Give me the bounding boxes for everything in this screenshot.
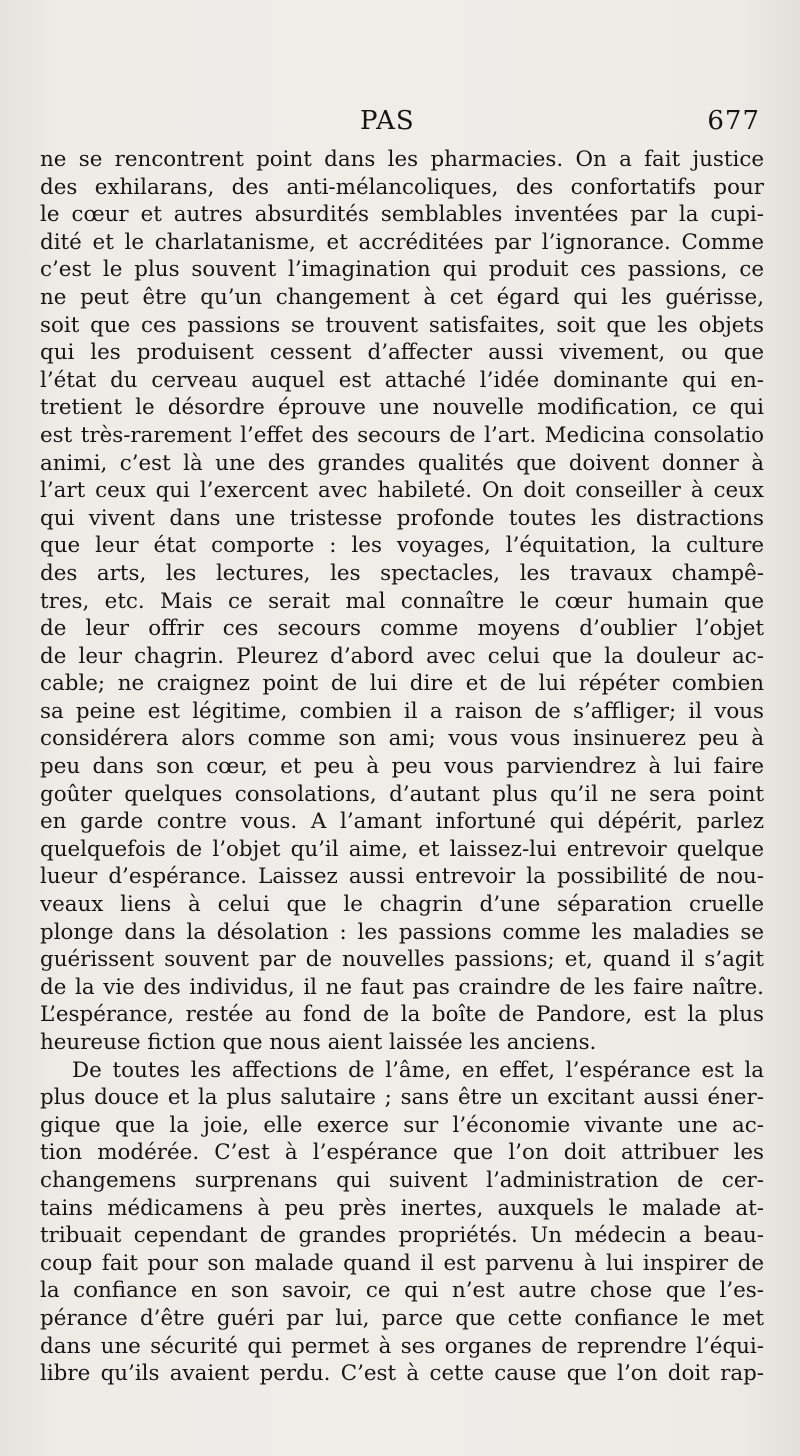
text-line: coup fait pour son malade quand il est parvenu à lui inspirer de [40, 1250, 764, 1276]
text-line: soit que ces passions se trouvent satisfaites, soit que les objets [40, 312, 764, 338]
text-line: dans une sécurité qui permet à ses organes de reprendre l’équi- [40, 1333, 764, 1359]
text-line: des exhilarans, des anti-mélancoliques, des confortatifs pour [40, 174, 764, 200]
text-line: ne peut être qu’un changement à cet égard qui les guérisse, [40, 284, 764, 310]
paragraph [40, 1057, 764, 1388]
text-line: veaux liens à celui que le chagrin d’une séparation cruelle [40, 892, 764, 918]
text-line: est très-rarement l’effet des secours de l’art. Medicina consolatio [40, 422, 764, 448]
text-line: plus douce et la plus salutaire ; sans être un excitant aussi éner- [40, 1085, 764, 1111]
text-line: peu dans son cœur, et peu à peu vous parviendrez à lui faire [40, 754, 764, 780]
text-line: c’est le plus souvent l’imagination qui produit ces passions, ce [40, 257, 764, 283]
text-line: libre qu’ils avaient perdu. C’est à cette cause que l’on doit rap- [40, 1361, 764, 1387]
text-line: L’espérance, restée au fond de la boîte de Pandore, est la plus [40, 1002, 764, 1028]
text-line: des arts, les lectures, les spectacles, les travaux champê- [40, 560, 764, 586]
text-line: tres, etc. Mais ce serait mal connaître le cœur humain que [40, 588, 764, 614]
running-head [40, 106, 760, 140]
text-line: sa peine est légitime, combien il a raison de s’affliger; il vous [40, 698, 764, 724]
text-line: pérance d’être guéri par lui, parce que cette confiance le met [40, 1305, 764, 1331]
text-line: tains médicamens à peu près inertes, auxquels le malade at- [40, 1195, 764, 1221]
text-line: de leur chagrin. Pleurez d’abord avec celui que la douleur ac- [40, 643, 764, 669]
text-line: qui vivent dans une tristesse profonde toutes les distractions [40, 505, 764, 531]
text-line: qui les produisent cessent d’affecter aussi vivement, ou que [40, 340, 764, 366]
text-line: gique que la joie, elle exerce sur l’économie vivante une ac- [40, 1112, 764, 1138]
text-line: le cœur et autres absurdités semblables inventées par la cupi- [40, 202, 764, 228]
paragraph [40, 146, 764, 1057]
body-text [40, 146, 764, 1388]
text-line: guérissent souvent par de nouvelles passions; et, quand il s’agit [40, 947, 764, 973]
text-line: cable; ne craignez point de lui dire et de lui répéter combien [40, 671, 764, 697]
text-line: tion modérée. C’est à l’espérance que l’on doit attribuer les [40, 1140, 764, 1166]
text-line: considérera alors comme son ami; vous vous insinuerez peu à [40, 726, 764, 752]
text-line: heureuse fiction que nous aient laissée les anciens. [40, 1030, 597, 1055]
text-line: l’art ceux qui l’exercent avec habileté. On doit conseiller à ceux [40, 478, 764, 504]
text-line: que leur état comporte : les voyages, l’équitation, la culture [40, 533, 764, 559]
page-number: 677 [707, 106, 760, 136]
text-line: dité et le charlatanisme, et accréditées par l’ignorance. Comme [40, 229, 764, 255]
text-line: en garde contre vous. A l’amant infortuné qui dépérit, parlez [40, 809, 764, 835]
text-line: lueur d’espérance. Laissez aussi entrevoir la possibilité de nou- [40, 864, 764, 890]
text-line: l’état du cerveau auquel est attaché l’idée dominante qui en- [40, 367, 764, 393]
text-line: ne se rencontrent point dans les pharmacies. On a fait justice [40, 147, 764, 172]
text-line: de leur offrir ces secours comme moyens d’oublier l’objet [40, 616, 764, 642]
text-line: goûter quelques consolations, d’autant plus qu’il ne sera point [40, 781, 764, 807]
text-line: tribuait cependant de grandes propriétés. Un médecin a beau- [40, 1223, 764, 1249]
text-line: animi, c’est là une des grandes qualités que doivent donner à [40, 450, 764, 476]
text-line: plonge dans la désolation : les passions comme les maladies se [40, 919, 764, 945]
text-line: quelquefois de l’objet qu’il aime, et laissez-lui entrevoir quelque [40, 836, 764, 862]
text-line: de la vie des individus, il ne faut pas craindre de les faire naître. [40, 974, 764, 1000]
text-line: De toutes les affections de l’âme, en effet, l’espérance est la [72, 1057, 764, 1083]
running-head-title: PAS [360, 106, 415, 136]
text-line: changemens surprenans qui suivent l’administration de cer- [40, 1167, 764, 1193]
text-line: tretient le désordre éprouve une nouvelle modification, ce qui [40, 395, 764, 421]
text-line: la confiance en son savoir, ce qui n’est autre chose que l’es- [40, 1278, 764, 1304]
